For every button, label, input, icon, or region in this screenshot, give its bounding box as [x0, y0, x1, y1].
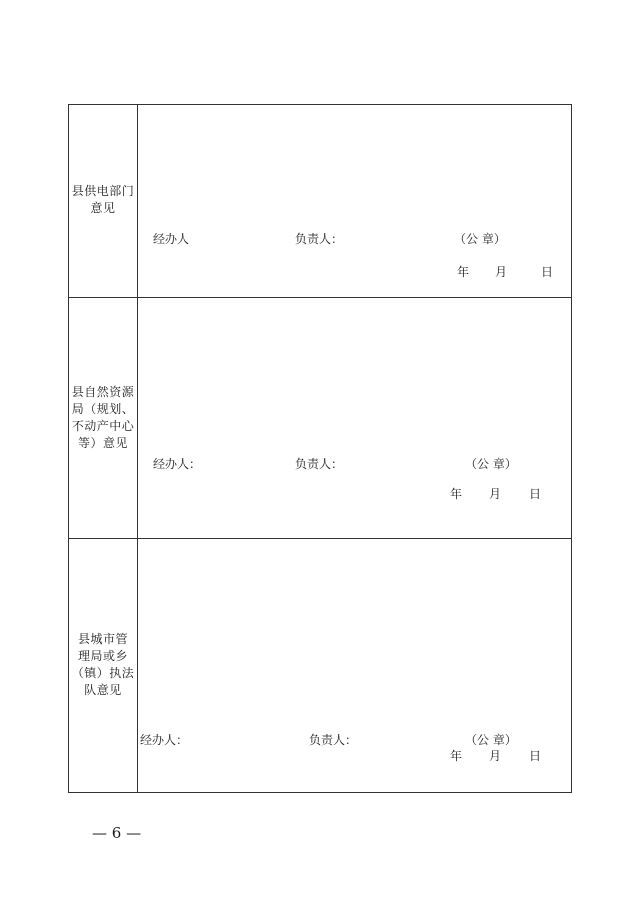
- responsible-label: 负责人：: [295, 232, 344, 246]
- label-line: 不动产中心: [71, 419, 135, 433]
- label-line: 理局或乡: [77, 649, 128, 663]
- label-line: 队意见: [84, 683, 122, 697]
- label-line: 局（规划、: [71, 402, 135, 416]
- month-label: 月: [495, 265, 508, 279]
- year-label: 年: [457, 265, 470, 279]
- year-label: 年: [450, 749, 463, 763]
- power-dept-opinion-label: [69, 183, 137, 217]
- row-divider: [69, 297, 571, 298]
- seal-label: （公 章）: [454, 232, 506, 246]
- month-label: 月: [489, 487, 502, 501]
- label-line: （镇）执法: [71, 666, 135, 680]
- row-divider: [69, 538, 571, 539]
- handler-label: 经办人：: [153, 457, 202, 471]
- month-label: 月: [489, 749, 502, 763]
- label-line: 等）意见: [77, 436, 128, 450]
- seal-label: （公 章）: [465, 733, 517, 747]
- label-column-divider: [137, 105, 138, 792]
- label-line: 县供电部门: [71, 184, 135, 198]
- year-label: 年: [450, 487, 463, 501]
- day-label: 日: [529, 487, 542, 501]
- seal-label: （公 章）: [465, 457, 517, 471]
- responsible-label: 负责人：: [295, 457, 344, 471]
- page-number: — 6 —: [92, 824, 142, 842]
- label-line: 意见: [90, 201, 116, 215]
- label-line: 县城市管: [77, 632, 128, 646]
- day-label: 日: [529, 749, 542, 763]
- approval-opinion-table: [68, 104, 572, 793]
- day-label: 日: [541, 265, 554, 279]
- handler-label: 经办人: [153, 232, 190, 246]
- responsible-label: 负责人：: [309, 733, 358, 747]
- label-line: 县自然资源: [71, 385, 135, 399]
- natural-resources-opinion-label: [69, 384, 137, 452]
- handler-label: 经办人：: [140, 733, 189, 747]
- urban-management-opinion-label: [69, 631, 137, 699]
